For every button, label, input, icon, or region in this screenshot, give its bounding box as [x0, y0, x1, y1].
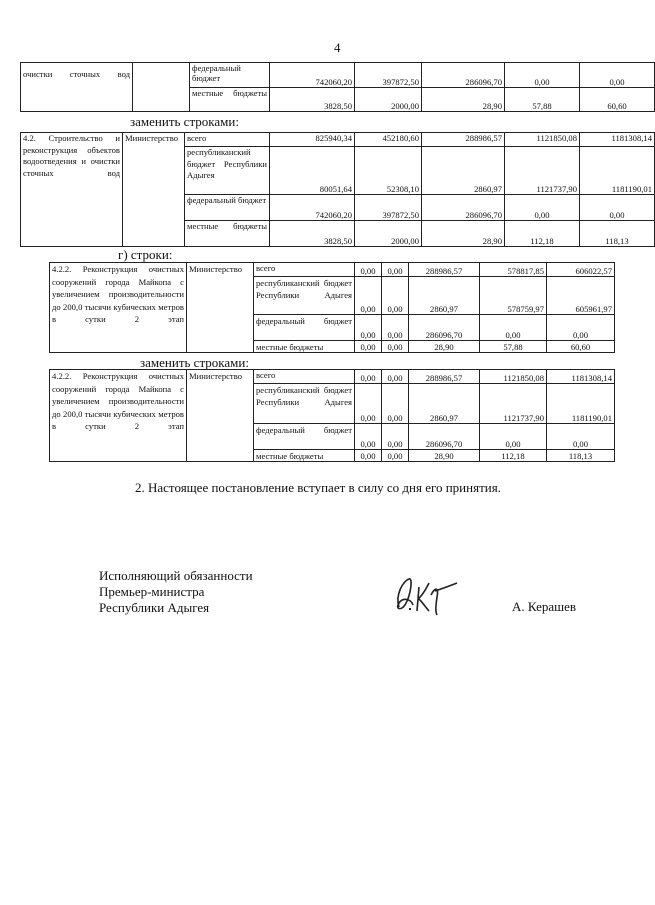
- table-cell: 0,00: [382, 370, 409, 384]
- table-cell: республиканский бюджет Республики Адыгея: [185, 147, 270, 195]
- table-cell: 1121850,08: [505, 133, 580, 147]
- table-cell: 28,90: [422, 221, 505, 247]
- table-cell: 0,00: [580, 195, 655, 221]
- table-cell: 288986,57: [422, 133, 505, 147]
- replace-phrase: заменить строками:: [130, 114, 239, 129]
- page-number: 4: [334, 40, 341, 55]
- table-original-4-2-2: [49, 262, 615, 353]
- table-cell: 0,00: [505, 63, 580, 88]
- signatory-title: [99, 568, 253, 616]
- table-cell: 0,00: [382, 263, 409, 277]
- table-cell: 1181308,14: [580, 133, 655, 147]
- table-cell: 28,90: [422, 88, 505, 112]
- table-cell: 3828,50: [270, 88, 355, 112]
- table-cell: 1181308,14: [547, 370, 615, 384]
- table-cell: 0,00: [580, 63, 655, 88]
- table-cell: 28,90: [409, 341, 480, 353]
- table-cell: 452180,60: [355, 133, 422, 147]
- table-cell: 1121737,90: [480, 384, 547, 424]
- signatory-title-line: Республики Адыгея: [99, 600, 210, 615]
- table-continuation: [20, 62, 655, 112]
- table-cell: всего: [185, 133, 270, 147]
- table-cell: 742060,20: [270, 195, 355, 221]
- table-cell: 1181190,01: [580, 147, 655, 195]
- table-cell: 0,00: [505, 195, 580, 221]
- table-cell: 0,00: [547, 424, 615, 450]
- table-cell: 0,00: [355, 384, 382, 424]
- table-cell: 742060,20: [270, 63, 355, 88]
- table-cell: 80051,64: [270, 147, 355, 195]
- table-cell: 118,13: [580, 221, 655, 247]
- table-cell: 2860,97: [422, 147, 505, 195]
- table-cell: 2860,97: [409, 384, 480, 424]
- table-cell: 2000,00: [355, 88, 422, 112]
- table-cell: 52308,10: [355, 147, 422, 195]
- table-cell: 2000,00: [355, 221, 422, 247]
- table-cell: 606022,57: [547, 263, 615, 277]
- table-cell: 0,00: [382, 315, 409, 341]
- table-cell: местные бюджеты: [185, 221, 270, 247]
- table-cell: 1121850,08: [480, 370, 547, 384]
- table-cell: очистки сточных вод: [21, 63, 133, 112]
- table-cell: 112,18: [480, 450, 547, 462]
- table-cell: местные бюджеты: [254, 450, 355, 462]
- table-cell: 286096,70: [422, 63, 505, 88]
- table-cell: 0,00: [480, 315, 547, 341]
- table-cell: 0,00: [382, 341, 409, 353]
- table-cell: федеральный бюджет: [190, 63, 270, 88]
- table-cell: Министерство: [187, 370, 254, 462]
- table-cell: 286096,70: [409, 315, 480, 341]
- table-cell: 0,00: [382, 384, 409, 424]
- table-cell: 4.2.2. Реконструкция очистных сооружений города Майкопа с увеличением производительности до 200,0 тысячи кубических метров в сутки 2 этап: [50, 263, 187, 353]
- table-cell: 0,00: [355, 341, 382, 353]
- table-cell: 397872,50: [355, 195, 422, 221]
- table-cell: 0,00: [382, 450, 409, 462]
- table-cell: 605961,97: [547, 277, 615, 315]
- table-cell: местные бюджеты: [254, 341, 355, 353]
- table-cell: 1181190,01: [547, 384, 615, 424]
- table-cell: 0,00: [355, 370, 382, 384]
- rows-phrase: г) строки:: [118, 247, 173, 262]
- table-cell: федеральный бюджет: [254, 424, 355, 450]
- table-cell: 60,60: [580, 88, 655, 112]
- table-cell: 397872,50: [355, 63, 422, 88]
- table-cell: республиканский бюджет Республики Адыгея: [254, 277, 355, 315]
- signatory-title-line: Исполняющий обязанности: [99, 568, 253, 583]
- table-cell: 288986,57: [409, 370, 480, 384]
- table-cell: республиканский бюджет Республики Адыгея: [254, 384, 355, 424]
- table-cell: 57,88: [480, 341, 547, 353]
- table-cell: 0,00: [355, 424, 382, 450]
- table-replacement-4-2: [20, 132, 655, 247]
- table-cell: [133, 63, 190, 112]
- table-cell: федеральный бюджет: [254, 315, 355, 341]
- table-cell: 0,00: [355, 450, 382, 462]
- table-cell: 4.2.2. Реконструкция очистных сооружений города Майкопа с увеличением производительности до 200,0 тысячи кубических метров в сутки 2 этап: [50, 370, 187, 462]
- replace-phrase: заменить строками:: [140, 355, 249, 370]
- table-cell: 0,00: [355, 315, 382, 341]
- table-cell: местные бюджеты: [190, 88, 270, 112]
- table-cell: 286096,70: [422, 195, 505, 221]
- table-cell: 825940,34: [270, 133, 355, 147]
- signatory-name: А. Керашев: [512, 599, 577, 614]
- table-cell: 0,00: [355, 277, 382, 315]
- table-cell: 112,18: [505, 221, 580, 247]
- table-cell: всего: [254, 370, 355, 384]
- table-cell: Министерство: [123, 133, 185, 247]
- table-cell: 57,88: [505, 88, 580, 112]
- signatory-title-line: Премьер-министра: [99, 584, 205, 599]
- table-cell: 288986,57: [409, 263, 480, 277]
- table-cell: 0,00: [382, 424, 409, 450]
- table-cell: 3828,50: [270, 221, 355, 247]
- table-cell: 118,13: [547, 450, 615, 462]
- table-cell: 0,00: [355, 263, 382, 277]
- table-cell: 0,00: [547, 315, 615, 341]
- handwritten-signature: [385, 565, 465, 625]
- table-cell: 4.2. Строительство и реконструкция объектов водоотведения и очистки сточных вод: [21, 133, 123, 247]
- table-cell: Министерство: [187, 263, 254, 353]
- table-cell: 2860,97: [409, 277, 480, 315]
- table-cell: 1121737,90: [505, 147, 580, 195]
- table-cell: 28,90: [409, 450, 480, 462]
- table-cell: 0,00: [382, 277, 409, 315]
- effective-date-paragraph: 2. Настоящее постановление вступает в силу со дня его принятия.: [135, 480, 501, 495]
- table-cell: всего: [254, 263, 355, 277]
- table-cell: 286096,70: [409, 424, 480, 450]
- table-cell: 0,00: [480, 424, 547, 450]
- table-cell: 578759,97: [480, 277, 547, 315]
- table-cell: федеральный бюджет: [185, 195, 270, 221]
- table-replacement-4-2-2: [49, 369, 615, 462]
- table-cell: 578817,85: [480, 263, 547, 277]
- table-cell: 60,60: [547, 341, 615, 353]
